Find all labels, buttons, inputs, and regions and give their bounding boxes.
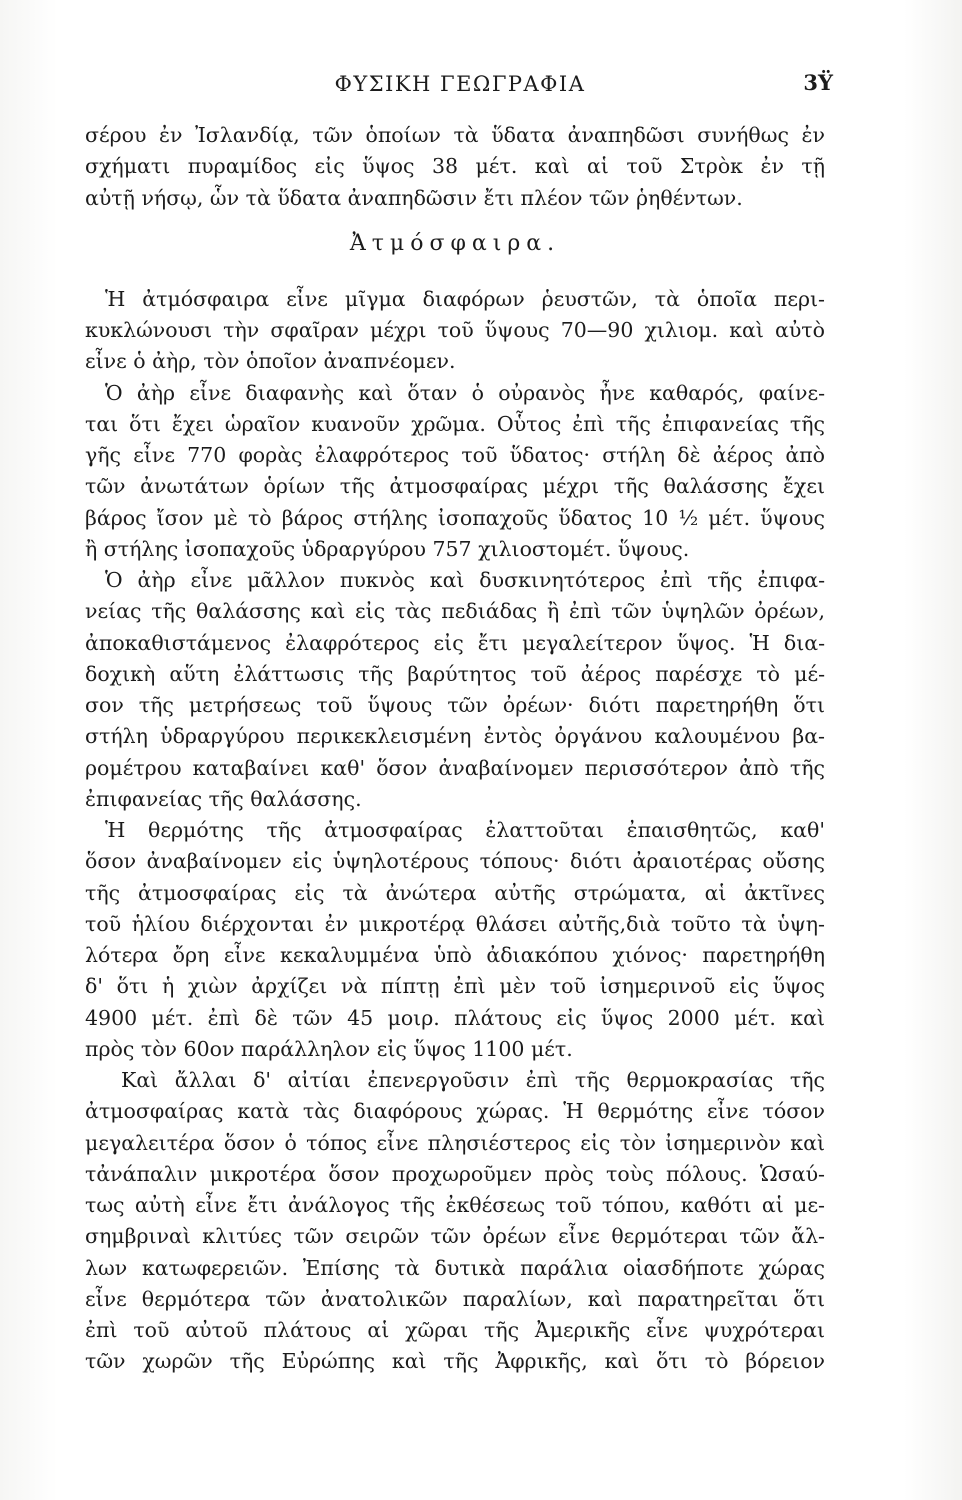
running-title: ΦΥΣΙΚΗ ΓΕΩΓΡΑΦΙΑ bbox=[334, 72, 586, 96]
text-line: ρομέτρου καταβαίνει καθ' ὅσον ἀναβαίνομεν περισσότερον ἀπὸ τῆς bbox=[85, 755, 825, 780]
text-line: σον τῆς μετρήσεως τοῦ ὕψους τῶν ὀρέων· διότι παρετηρήθη ὅτι bbox=[85, 693, 825, 717]
text-line: βάρος ἴσον μὲ τὸ βάρος στήλης ἰσοπαχοῦς ὕδατος 10 ½ μέτ. ὕψους bbox=[85, 505, 825, 530]
page-body bbox=[85, 120, 825, 1378]
text-line: τῆς ἀτμοσφαίρας εἰς τὰ ἀνώτερα αὐτῆς στρώματα, αἱ ἀκτῖνες bbox=[85, 880, 825, 905]
page-number: 3Ϋ bbox=[803, 70, 833, 95]
text-line: τἀνάπαλιν μικροτέρα ὅσον προχωροῦμεν πρὸς τοὺς πόλους. Ὡσαύ- bbox=[85, 1161, 825, 1186]
text-line: 4900 μέτ. ἐπὶ δὲ τῶν 45 μοιρ. πλάτους εἰς ὕψος 2000 μέτ. καὶ bbox=[85, 1005, 825, 1030]
page-header bbox=[95, 70, 833, 102]
text-line: δ' ὅτι ἡ χιὼν ἀρχίζει νὰ πίπτῃ ἐπὶ μὲν τοῦ ἰσημερινοῦ εἰς ὕψος bbox=[85, 974, 825, 999]
text-line: λότερα ὄρη εἶνε κεκαλυμμένα ὑπὸ ἀδιακόπου χιόνος· παρετηρήθη bbox=[85, 943, 825, 967]
text-line: τοῦ ἡλίου διέρχονται ἐν μικροτέρᾳ θλάσει αὐτῆς,διὰ τοῦτο τὰ ὑψη- bbox=[85, 911, 825, 936]
text-line: ἀτμοσφαίρας κατὰ τὰς διαφόρους χώρας. Ἡ θερμότης εἶνε τόσον bbox=[85, 1099, 825, 1124]
text-line: στήλη ὑδραργύρου περικεκλεισμένη ἐντὸς ὀργάνου καλουμένου βα- bbox=[85, 724, 825, 749]
paragraph-first-line: Ἡ ἀτμόσφαιρα εἶνε μῖγμα διαφόρων ῥευστῶν, τὰ ὁποῖα περι- bbox=[105, 286, 825, 311]
text-line: ἐπιφανείας τῆς θαλάσσης. bbox=[85, 786, 362, 811]
text-line: εἶνε θερμότερα τῶν ἀνατολικῶν παραλίων, καὶ παρατηρεῖται ὅτι bbox=[85, 1286, 825, 1311]
text-line: μεγαλειτέρα ὅσον ὁ τόπος εἶνε πλησιέστερος εἰς τὸν ἰσημερινὸν καὶ bbox=[85, 1130, 825, 1155]
text-line: κυκλώνουσι τὴν σφαῖραν μέχρι τοῦ ὕψους 70—90 χιλιομ. καὶ αὐτὸ bbox=[85, 318, 825, 342]
text-line: ἀποκαθιστάμενος ἐλαφρότερος εἰς ἔτι μεγαλείτερον ὕψος. Ἡ δια- bbox=[85, 630, 825, 655]
text-line: ὅσον ἀναβαίνομεν εἰς ὑψηλοτέρους τόπους· διότι ἀραιοτέρας οὔσης bbox=[85, 849, 825, 874]
text-line: δοχικὴ αὕτη ἐλάττωσις τῆς βαρύτητος τοῦ ἀέρος παρέσχε τὸ μέ- bbox=[85, 661, 825, 686]
text-line: τως αὐτὴ εἶνε ἔτι ἀνάλογος τῆς ἐκθέσεως τοῦ τόπου, καθότι αἱ με- bbox=[85, 1193, 825, 1217]
text-line: πρὸς τὸν 60ον παράλληλον εἰς ὕψος 1100 μέτ. bbox=[85, 1036, 573, 1061]
paragraph-first-line: Ὁ ἀὴρ εἶνε μᾶλλον πυκνὸς καὶ δυσκινητότερος ἐπὶ τῆς ἐπιφα- bbox=[105, 568, 825, 592]
text-line: αὐτῇ νήσῳ, ὧν τὰ ὕδατα ἀναπηδῶσιν ἔτι πλέον τῶν ῥηθέντων. bbox=[85, 185, 743, 210]
paragraph-first-line: Ἡ θερμότης τῆς ἀτμοσφαίρας ἐλαττοῦται ἐπαισθητῶς, καθ' bbox=[105, 818, 825, 842]
text-line: νείας τῆς θαλάσσης καὶ εἰς τὰς πεδιάδας ἢ ἐπὶ τῶν ὑψηλῶν ὀρέων, bbox=[85, 599, 825, 624]
text-line: λων κατωφερειῶν. Ἐπίσης τὰ δυτικὰ παράλια οἱασδήποτε χώρας bbox=[85, 1255, 825, 1280]
text-line: ται ὅτι ἔχει ὡραῖον κυανοῦν χρῶμα. Οὗτος ἐπὶ τῆς ἐπιφανείας τῆς bbox=[85, 411, 825, 436]
text-line: ἐπὶ τοῦ αὐτοῦ πλάτους αἱ χῶραι τῆς Ἀμερικῆς εἶνε ψυχρότεραι bbox=[85, 1318, 825, 1342]
text-line: τῶν ἀνωτάτων ὁρίων τῆς ἀτμοσφαίρας μέχρι τῆς θαλάσσης ἔχει bbox=[85, 474, 825, 499]
section-heading: Ἀτμόσφαιρα. bbox=[349, 230, 561, 256]
paragraph-first-line: Ὁ ἀὴρ εἶνε διαφανὴς καὶ ὅταν ὁ οὐρανὸς ἦνε καθαρός, φαίνε- bbox=[105, 380, 825, 405]
text-line: ἢ στήλης ἰσοπαχοῦς ὑδραργύρου 757 χιλιοστομέτ. ὕψους. bbox=[85, 536, 690, 561]
text-line: σέρου ἐν Ἰσλανδίᾳ, τῶν ὁποίων τὰ ὕδατα ἀναπηδῶσι συνήθως ἐν bbox=[85, 123, 825, 147]
paragraph-first-line: Καὶ ἄλλαι δ' αἰτίαι ἐπενεργοῦσιν ἐπὶ τῆς θερμοκρασίας τῆς bbox=[121, 1068, 825, 1092]
text-line: εἶνε ὁ ἀὴρ, τὸν ὁποῖον ἀναπνέομεν. bbox=[85, 349, 456, 374]
text-line: σημβριναὶ κλιτύες τῶν σειρῶν τῶν ὀρέων εἶνε θερμότεραι τῶν ἄλ- bbox=[85, 1224, 825, 1249]
text-line: σχήματι πυραμίδος εἰς ὕψος 38 μέτ. καὶ αἱ τοῦ Στρὸκ ἐν τῇ bbox=[85, 154, 825, 179]
text-line: γῆς εἶνε 770 φορὰς ἐλαφρότερος τοῦ ὕδατος· στήλη δὲ ἀέρος ἀπὸ bbox=[85, 443, 825, 467]
text-line: τῶν χωρῶν τῆς Εὐρώπης καὶ τῆς Ἀφρικῆς, καὶ ὅτι τὸ βόρειον bbox=[85, 1349, 825, 1374]
